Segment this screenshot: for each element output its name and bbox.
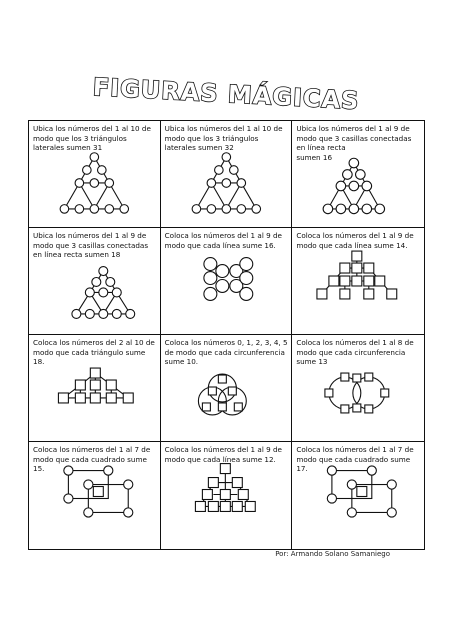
- figure-drawing: [328, 466, 397, 517]
- exercise-instruction: Coloca los números del 1 al 9 de modo que cada línea sume 14.: [296, 231, 414, 250]
- page-title: [0, 68, 452, 128]
- number-box: [340, 289, 350, 299]
- number-circle: [349, 204, 359, 214]
- number-circle: [349, 158, 359, 168]
- figure-drawing: [323, 158, 384, 213]
- number-box: [353, 404, 361, 412]
- exercise-cell: [29, 121, 161, 228]
- number-circle: [252, 205, 261, 214]
- number-box: [75, 380, 85, 390]
- number-box: [340, 263, 350, 273]
- number-circle: [336, 204, 346, 214]
- number-circle: [75, 179, 84, 188]
- exercise-cell: [161, 442, 293, 549]
- number-circle: [222, 179, 231, 188]
- figure-drawing: [195, 464, 255, 512]
- square-pyramid-figure: [292, 228, 424, 334]
- exercise-cell: [292, 335, 424, 442]
- number-circle: [84, 480, 93, 489]
- two-circles-figure: [292, 335, 424, 441]
- exercise-instruction: Coloca los números del 2 al 10 de modo que cada triángulo sume 18.: [33, 338, 155, 367]
- exercise-instruction: Ubica los números del 1 al 10 de modo que los 3 triángulos laterales sumen 32: [164, 124, 283, 153]
- number-box: [218, 403, 226, 411]
- exercise-cell: [161, 335, 293, 442]
- three-circles-figure: [161, 335, 292, 441]
- number-box: [106, 393, 116, 403]
- number-circle: [239, 272, 252, 285]
- number-box: [341, 405, 349, 413]
- number-box: [329, 276, 339, 286]
- number-circle: [328, 466, 337, 475]
- exercise-cell: [29, 442, 161, 549]
- number-box: [202, 490, 212, 500]
- number-circle: [343, 170, 353, 180]
- number-circle: [207, 179, 216, 188]
- number-box: [90, 368, 100, 378]
- exercise-instruction: Ubica los números del 1 al 10 de modo que los 3 triángulos laterales sumen 31: [33, 124, 151, 153]
- number-circle: [216, 280, 229, 293]
- number-circle: [126, 309, 135, 318]
- number-box: [352, 263, 362, 273]
- number-circle: [356, 170, 366, 180]
- exercise-cell: [292, 228, 424, 335]
- number-circle: [104, 466, 113, 475]
- number-circle: [120, 205, 129, 214]
- number-box: [364, 289, 374, 299]
- number-circle: [192, 205, 201, 214]
- number-circle: [362, 204, 372, 214]
- number-circle: [112, 288, 121, 297]
- number-circle: [75, 205, 84, 214]
- number-box: [75, 393, 85, 403]
- number-box: [195, 501, 205, 511]
- number-box: [228, 387, 236, 395]
- number-box: [365, 373, 373, 381]
- exercise-instruction: Ubica los números del 1 al 9 de modo que 3 casillas conectadas en línea recta sumen 16: [296, 124, 412, 162]
- figure-drawing: [192, 153, 260, 213]
- number-circle: [99, 309, 108, 318]
- number-circle: [92, 278, 101, 287]
- number-circle: [204, 287, 217, 300]
- number-circle: [387, 508, 396, 517]
- number-box: [208, 387, 216, 395]
- figure-drawing: [198, 374, 246, 415]
- exercise-instruction: Coloca los números del 1 al 7 de modo que cada cuadrado sume 15.: [33, 445, 151, 474]
- number-circle: [98, 166, 107, 175]
- number-circle: [90, 179, 99, 188]
- figure-drawing: [325, 373, 389, 413]
- number-box: [123, 393, 133, 403]
- figure-drawing: [317, 251, 397, 299]
- exercise-cell: [29, 335, 161, 442]
- exercise-instruction: Coloca los números del 1 al 9 de modo que cada línea sume 12.: [164, 445, 282, 464]
- exercise-cell: [161, 228, 293, 335]
- number-circle: [83, 166, 92, 175]
- number-circle: [349, 181, 359, 191]
- number-box: [220, 501, 230, 511]
- number-box: [340, 276, 350, 286]
- square-triangles-figure: [29, 335, 160, 441]
- exercise-instruction: Coloca los números del 1 al 7 de modo que cada cuadrado sume 17.: [296, 445, 414, 474]
- number-box: [202, 403, 210, 411]
- number-circle: [85, 288, 94, 297]
- number-circle: [239, 287, 252, 300]
- number-box: [90, 393, 100, 403]
- exercise-instruction: Coloca los números 0, 1, 2, 3, 4, 5 de modo que cada circunferencia sume 10.: [164, 338, 288, 367]
- triangle-9-alt-figure: [29, 228, 160, 334]
- exercise-grid: [28, 120, 425, 550]
- number-circle: [60, 205, 69, 214]
- number-circle: [204, 258, 217, 271]
- number-box: [352, 251, 362, 261]
- figure-drawing: [58, 368, 133, 403]
- figure-drawing: [72, 267, 135, 319]
- number-circle: [204, 272, 217, 285]
- number-circle: [214, 166, 223, 175]
- number-circle: [105, 205, 114, 214]
- figure-drawing: [64, 466, 133, 517]
- number-circle: [222, 153, 231, 162]
- number-box: [106, 380, 116, 390]
- two-squares-figure: [292, 442, 424, 549]
- number-circle: [239, 258, 252, 271]
- number-box: [364, 263, 374, 273]
- number-circle: [348, 508, 357, 517]
- number-circle: [72, 309, 81, 318]
- exercise-cell: [292, 121, 424, 228]
- number-circle: [222, 205, 231, 214]
- number-box: [58, 393, 68, 403]
- number-circle: [90, 205, 99, 214]
- number-circle: [336, 181, 346, 191]
- figure-drawing: [60, 153, 128, 213]
- number-box: [220, 490, 230, 500]
- exercise-cell: [161, 121, 293, 228]
- number-circle: [99, 267, 108, 276]
- number-box: [208, 501, 218, 511]
- exercise-cell: [29, 228, 161, 335]
- number-box: [90, 380, 100, 390]
- number-box: [365, 405, 373, 413]
- triangle-10-figure: [29, 121, 160, 227]
- number-circle: [216, 265, 229, 278]
- number-circle: [323, 204, 333, 214]
- number-box: [232, 501, 242, 511]
- exercise-instruction: Coloca los números del 1 al 9 de modo que cada línea sume 16.: [164, 231, 282, 250]
- number-box: [341, 373, 349, 381]
- number-circle: [362, 181, 372, 191]
- number-circle: [124, 480, 133, 489]
- number-box: [357, 487, 367, 497]
- number-box: [208, 478, 218, 488]
- number-box: [317, 289, 327, 299]
- number-circle: [105, 179, 114, 188]
- number-circle: [106, 278, 115, 287]
- exercise-instruction: Ubica los números del 1 al 9 de modo que 3 casillas conectadas en línea recta sumen 18: [33, 231, 149, 260]
- number-circle: [99, 288, 108, 297]
- exercise-cell: [292, 442, 424, 549]
- number-circle: [112, 309, 121, 318]
- circle-h-figure: [161, 228, 292, 334]
- number-box: [218, 375, 226, 383]
- number-box: [220, 464, 230, 474]
- number-circle: [387, 480, 396, 489]
- number-box: [387, 289, 397, 299]
- number-box: [93, 487, 103, 497]
- triangle-9-figure: [292, 121, 424, 227]
- number-box: [245, 501, 255, 511]
- exercise-instruction: Coloca los números del 1 al 8 de modo que cada circunferencia sume 13: [296, 338, 414, 367]
- author-credit: Por: Armando Solano Samaniego: [275, 550, 390, 558]
- number-circle: [375, 204, 385, 214]
- number-box: [375, 276, 385, 286]
- number-circle: [368, 466, 377, 475]
- number-circle: [348, 480, 357, 489]
- two-squares-figure: [29, 442, 160, 549]
- triangle-10-figure: [161, 121, 292, 227]
- number-box: [364, 276, 374, 286]
- number-circle: [90, 153, 99, 162]
- number-box: [234, 403, 242, 411]
- number-box: [238, 490, 248, 500]
- number-circle: [207, 205, 216, 214]
- number-box: [352, 276, 362, 286]
- figure-drawing: [204, 258, 253, 301]
- square-pyramid-2-figure: [161, 442, 292, 549]
- number-circle: [64, 466, 73, 475]
- number-circle: [237, 179, 246, 188]
- number-circle: [328, 494, 337, 503]
- number-box: [353, 374, 361, 382]
- number-circle: [229, 166, 238, 175]
- number-circle: [124, 508, 133, 517]
- svg-text:FIGURAS MÁGICAS: FIGURAS MÁGICAS: [92, 73, 361, 115]
- number-circle: [84, 508, 93, 517]
- number-circle: [237, 205, 246, 214]
- number-circle: [85, 309, 94, 318]
- number-box: [232, 478, 242, 488]
- number-box: [381, 389, 389, 397]
- number-box: [325, 389, 333, 397]
- number-circle: [64, 494, 73, 503]
